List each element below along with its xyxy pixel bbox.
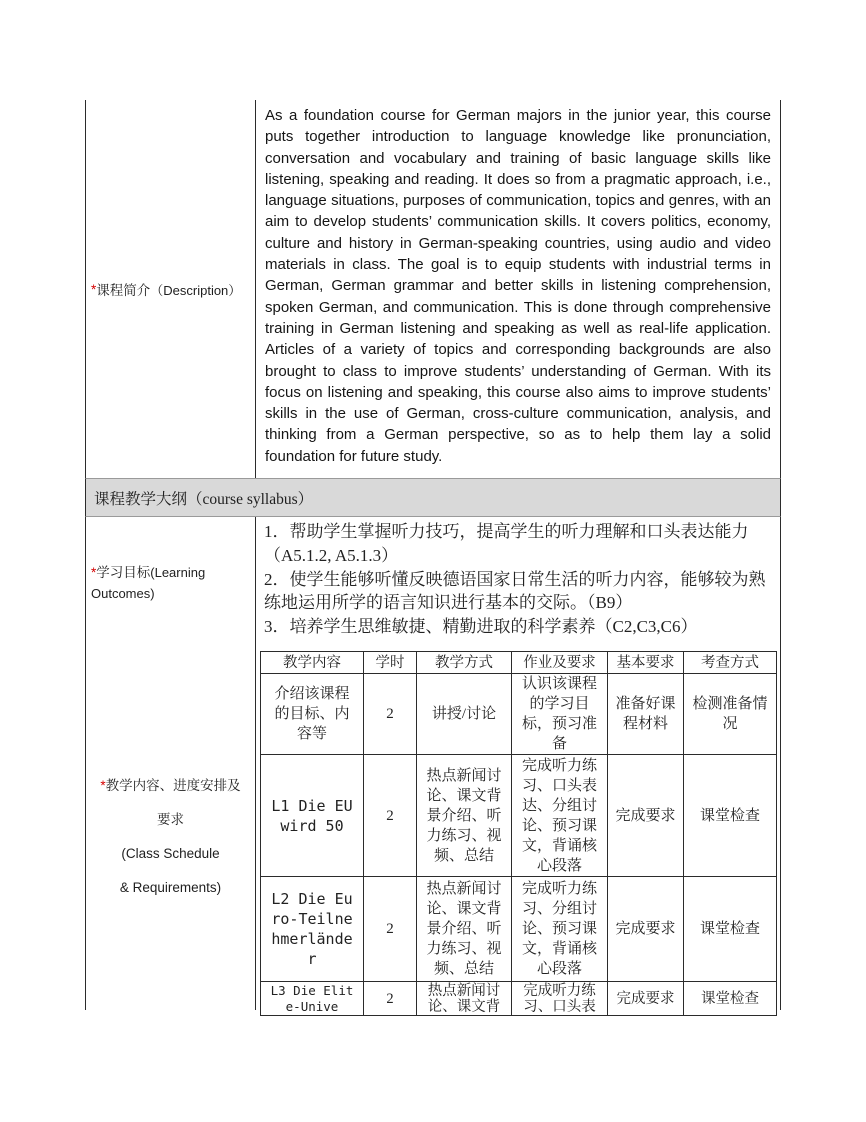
outcomes-label-zh: 学习目标 bbox=[96, 565, 151, 580]
cell-hours: 2 bbox=[364, 877, 417, 982]
cell-method: 热点新闻讨论、课文背 bbox=[417, 982, 512, 1016]
cell-method: 热点新闻讨论、课文背景介绍、听力练习、视频、总结 bbox=[417, 877, 512, 982]
header-teaching-method: 教学方式 bbox=[417, 652, 512, 674]
schedule-label-zh1: *教学内容、进度安排及 bbox=[100, 778, 241, 793]
outcomes-label bbox=[86, 517, 256, 645]
cell-requirement: 准备好课程材料 bbox=[608, 674, 684, 755]
cell-assessment: 检测准备情况 bbox=[684, 674, 777, 755]
cell-assessment: 课堂检查 bbox=[684, 982, 777, 1016]
required-asterisk: * bbox=[100, 778, 106, 793]
cell-hours: 2 bbox=[364, 982, 417, 1016]
schedule-data-row bbox=[261, 674, 777, 755]
header-basic-requirements: 基本要求 bbox=[608, 652, 684, 674]
cell-hours: 2 bbox=[364, 674, 417, 755]
schedule-label-zh2: 要求 bbox=[157, 812, 184, 827]
header-hours: 学时 bbox=[364, 652, 417, 674]
schedule-data-row-clipped bbox=[261, 982, 777, 1016]
syllabus-band-title: 课程教学大纲（course syllabus） bbox=[94, 490, 314, 508]
syllabus-band bbox=[85, 478, 781, 517]
description-text: As a foundation course for German majors in the junior year, this course puts together introduction to language knowledge like pronunciation, conversation and vocabulary and training of basic language skills like listening, speaking and reading. It does so from a pragmatic approach, i.e., language situations, purposes of communication, topics and genres, with an aim to develop students’ communication skills. It covers politics, economy, culture and history in German-speaking countries, using audio and video materials in class. The goal is to equip students with industrial terms in German, German grammar and better skills in listening comprehension, spoken German, and communication. This is done through comprehensive training in German listening and speaking as well as real-life application. Articles of a variety of topics and corresponding backgrounds are also brought to class to improve students’ understanding of German. With its focus on listening and speaking, this course also aims to improve students’ skills in the use of German, cross-culture communication, analysis, and thinking from a German perspective, so as to help them lay a solid foundation for future study. bbox=[265, 107, 771, 465]
description-cell bbox=[256, 100, 780, 478]
schedule-label-en1: (Class Schedule bbox=[121, 846, 220, 861]
description-label-en: （Description） bbox=[150, 282, 242, 298]
cell-assessment: 课堂检查 bbox=[684, 755, 777, 877]
schedule-row bbox=[85, 645, 781, 1015]
cell-requirement: 完成要求 bbox=[608, 755, 684, 877]
outcomes-row bbox=[85, 517, 781, 645]
schedule-label-en2: & Requirements) bbox=[119, 880, 222, 895]
required-asterisk: * bbox=[91, 565, 97, 580]
outcome-item: 3．培养学生思维敏捷、精勤进取的科学素养（C2,C3,C6） bbox=[264, 617, 698, 637]
schedule-cell bbox=[256, 645, 780, 1015]
cell-homework: 完成听力练习、口头表达、分组讨论、预习课文，背诵核心段落 bbox=[512, 755, 608, 877]
cell-content: 介绍该课程的目标、内容等 bbox=[261, 674, 364, 755]
outcomes-label-en1: (Learning bbox=[150, 565, 206, 580]
header-teaching-content: 教学内容 bbox=[261, 652, 364, 674]
cell-content: L2 Die Euro-Teilnehmerländer bbox=[261, 877, 364, 982]
cell-requirement: 完成要求 bbox=[608, 982, 684, 1016]
description-label-zh: 课程简介 bbox=[96, 283, 151, 298]
cell-assessment: 课堂检查 bbox=[684, 877, 777, 982]
description-row bbox=[85, 100, 781, 478]
cell-homework: 认识该课程的学习目标，预习准备 bbox=[512, 674, 608, 755]
cell-homework: 完成听力练习、分组讨论、预习课文，背诵核心段落 bbox=[512, 877, 608, 982]
cell-requirement: 完成要求 bbox=[608, 877, 684, 982]
cell-hours: 2 bbox=[364, 755, 417, 877]
header-assessment-method: 考查方式 bbox=[684, 652, 777, 674]
cell-method: 热点新闻讨论、课文背景介绍、听力练习、视频、总结 bbox=[417, 755, 512, 877]
schedule-inner-table bbox=[260, 651, 777, 1016]
cell-homework: 完成听力练习、口头表 bbox=[512, 982, 608, 1016]
outcomes-cell bbox=[256, 517, 780, 645]
cell-method: 讲授/讨论 bbox=[417, 674, 512, 755]
cell-content: L3 Die Elite-Unive bbox=[261, 982, 364, 1016]
schedule-header-row bbox=[261, 652, 777, 674]
schedule-label bbox=[86, 645, 256, 1010]
cell-content: L1 Die EU wird 50 bbox=[261, 755, 364, 877]
outcomes-label-en2: Outcomes) bbox=[91, 586, 155, 601]
schedule-data-row bbox=[261, 877, 777, 982]
outcome-item: 2．使学生能够听懂反映德语国家日常生活的听力内容，能够较为熟练地运用所学的语言知识进行基本的交际。（B9） bbox=[264, 569, 766, 613]
outcomes-label-line1 bbox=[91, 562, 251, 583]
schedule-data-row bbox=[261, 755, 777, 877]
syllabus-table bbox=[85, 100, 781, 1015]
outcome-item: 1．帮助学生掌握听力技巧，提高学生的听力理解和口头表达能力（A5.1.2, A5.1.3） bbox=[264, 522, 749, 565]
required-asterisk: * bbox=[91, 281, 97, 297]
header-homework-requirements: 作业及要求 bbox=[512, 652, 608, 674]
description-label bbox=[86, 100, 256, 478]
